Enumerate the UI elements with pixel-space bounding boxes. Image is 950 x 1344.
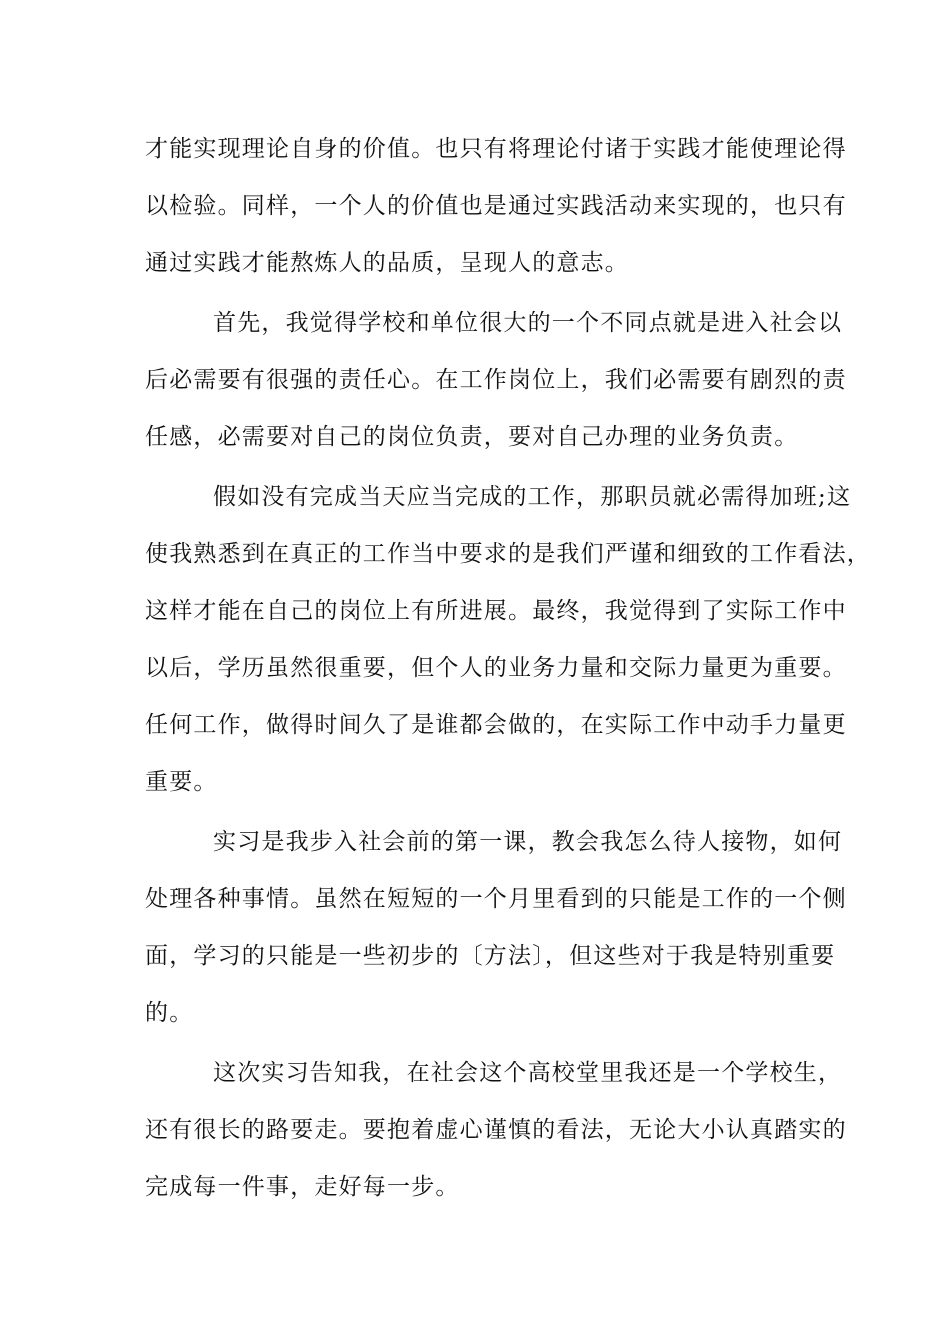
text-line: 使我熟悉到在真正的工作当中要求的是我们严谨和细致的工作看法， [145, 541, 871, 567]
text-line: 面，学习的只能是一些初步的〔方法〕，但这些对于我是特别重要 [145, 943, 836, 969]
text-line: 假如没有完成当天应当完成的工作，那职员就必需得加班;这 [213, 484, 852, 510]
paragraph-3 [145, 478, 871, 801]
text-line: 后必需要有很强的责任心。在工作岗位上，我们必需要有剧烈的责 [145, 367, 847, 393]
text-line: 处理各种事情。虽然在短短的一个月里看到的只能是工作的一个侧 [145, 886, 847, 912]
paragraph-4 [145, 823, 847, 1032]
text-line: 这次实习告知我，在社会这个高校堂里我还是一个学校生， [213, 1060, 843, 1086]
text-line: 任何工作，做得时间久了是谁都会做的，在实际工作中动手力量更 [145, 712, 847, 738]
document-body [145, 130, 871, 1228]
text-line: 任感，必需要对自己的岗位负责，要对自己办理的业务负责。 [145, 424, 799, 450]
text-line: 重要。 [145, 769, 218, 795]
paragraph-5 [145, 1054, 847, 1206]
text-line: 完成每一件事，走好每一步。 [145, 1174, 460, 1200]
paragraph-2 [145, 304, 847, 456]
text-line: 才能实现理论自身的价值。也只有将理论付诸于实践才能使理论得 [145, 136, 847, 162]
text-line: 实习是我步入社会前的第一课，教会我怎么待人接物，如何 [213, 829, 843, 855]
text-line: 的。 [145, 1000, 194, 1026]
text-line: 首先，我觉得学校和单位很大的一个不同点就是进入社会以 [213, 310, 843, 336]
text-line: 以后，学历虽然很重要，但个人的业务力量和交际力量更为重要。 [145, 655, 847, 681]
text-line: 通过实践才能熬炼人的品质，呈现人的意志。 [145, 250, 629, 276]
text-line: 以检验。同样，一个人的价值也是通过实践活动来实现的，也只有 [145, 193, 847, 219]
text-line: 还有很长的路要走。要抱着虚心谨慎的看法，无论大小认真踏实的 [145, 1117, 847, 1143]
text-line: 这样才能在自己的岗位上有所进展。最终，我觉得到了实际工作中 [145, 598, 847, 624]
paragraph-1 [145, 130, 847, 282]
